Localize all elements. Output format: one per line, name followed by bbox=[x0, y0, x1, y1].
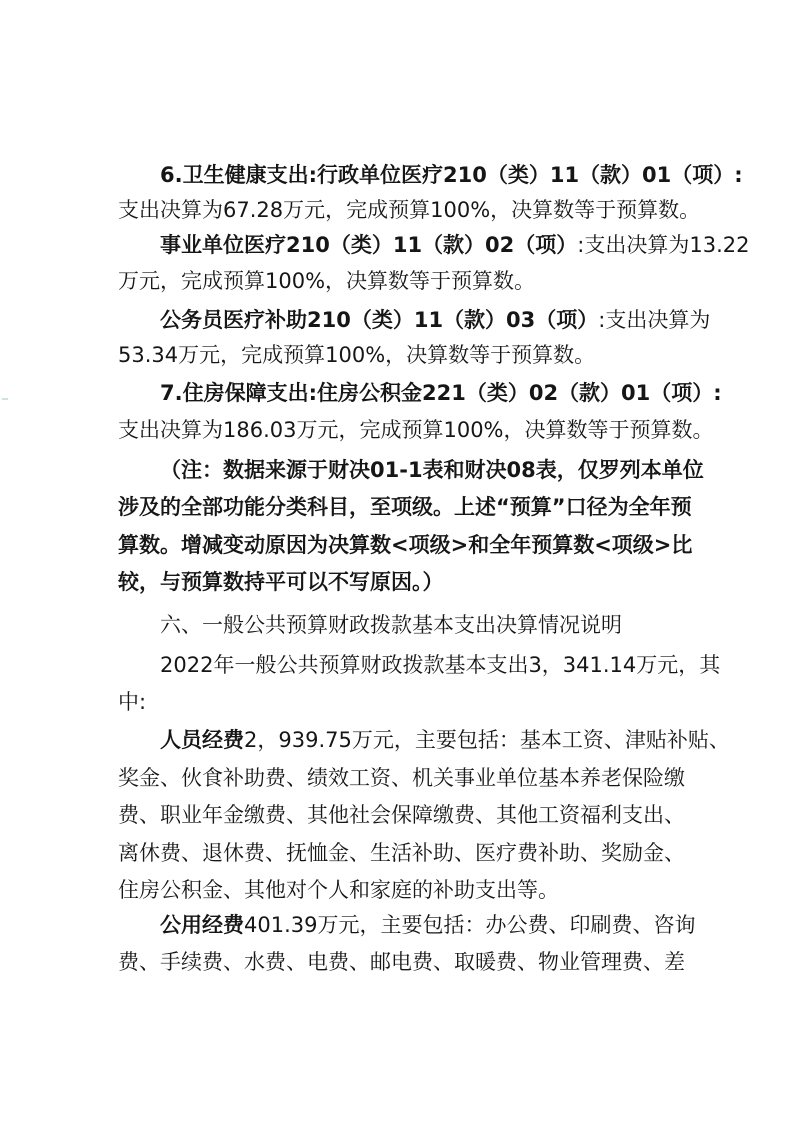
note-line-3: 算数。增减变动原因为决算数<项级>和全年预算数<项级>比 bbox=[118, 533, 693, 557]
health-civil-line-2: 53.34万元，完成预算100%，决算数等于预算数。 bbox=[118, 343, 596, 367]
housing-line-2: 支出决算为186.03万元，完成预算100%，决算数等于预算数。 bbox=[118, 418, 714, 442]
note-line-2: 涉及的全部功能分类科目，至项级。上述“预算”口径为全年预 bbox=[118, 495, 692, 519]
health-public-line-2: 万元，完成预算100%，决算数等于预算数。 bbox=[118, 269, 536, 293]
public-expense-label: 公用经费 bbox=[160, 913, 244, 937]
health-admin-label: 行政单位医疗210（类）11（款）01（项）: bbox=[317, 163, 743, 187]
personnel-line-4: 离休费、退休费、抚恤金、生活补助、医疗费补助、奖励金、 bbox=[118, 841, 685, 865]
basic-expense-intro-1: 2022年一般公共预算财政拨款基本支出3，341.14万元，其 bbox=[160, 653, 721, 677]
health-civil-line-1 bbox=[160, 305, 710, 335]
health-public-label: 事业单位医疗210（类）11（款）02（项） bbox=[160, 233, 578, 257]
personnel-line-5: 住房公积金、其他对个人和家庭的补助支出等。 bbox=[118, 878, 559, 902]
personnel-text-1: 2，939.75万元，主要包括：基本工资、津贴补贴、 bbox=[244, 728, 730, 752]
scan-edge-mark bbox=[2, 398, 8, 400]
public-expense-text-1: 401.39万元，主要包括：办公费、印刷费、咨询 bbox=[244, 913, 696, 937]
basic-expense-intro-2: 中: bbox=[118, 690, 147, 714]
health-civil-label: 公务员医疗补助210（类）11（款）03（项） bbox=[160, 308, 599, 332]
public-expense-line-2: 费、手续费、水费、电费、邮电费、取暖费、物业管理费、差 bbox=[118, 950, 685, 974]
personnel-line-3: 费、职业年金缴费、其他社会保障缴费、其他工资福利支出、 bbox=[118, 803, 685, 827]
note-line-4: 较，与预算数持平可以不写原因。） bbox=[118, 570, 444, 594]
personnel-line-2: 奖金、伙食补助费、绩效工资、机关事业单位基本养老保险缴 bbox=[118, 766, 685, 790]
health-heading: 6.卫生健康支出: bbox=[160, 163, 317, 187]
public-expense-line-1 bbox=[160, 910, 695, 940]
note-line-1: （注：数据来源于财决01-1表和财决08表，仅罗列本单位 bbox=[160, 458, 704, 482]
housing-line-1 bbox=[160, 378, 722, 408]
housing-heading: 7.住房保障支出: bbox=[160, 381, 317, 405]
health-public-text-1: :支出决算为13.22 bbox=[577, 233, 750, 257]
health-admin-line-2: 支出决算为67.28万元，完成预算100%，决算数等于预算数。 bbox=[118, 198, 701, 222]
section-six-title: 六、一般公共预算财政拨款基本支出决算情况说明 bbox=[160, 613, 622, 637]
health-admin-line-1 bbox=[160, 160, 743, 190]
personnel-label: 人员经费 bbox=[160, 728, 244, 752]
health-public-line-1 bbox=[160, 230, 750, 260]
housing-fund-label: 住房公积金221（类）02（款）01（项）: bbox=[317, 381, 722, 405]
personnel-line-1 bbox=[160, 725, 730, 755]
health-civil-text-1: :支出决算为 bbox=[598, 308, 711, 332]
